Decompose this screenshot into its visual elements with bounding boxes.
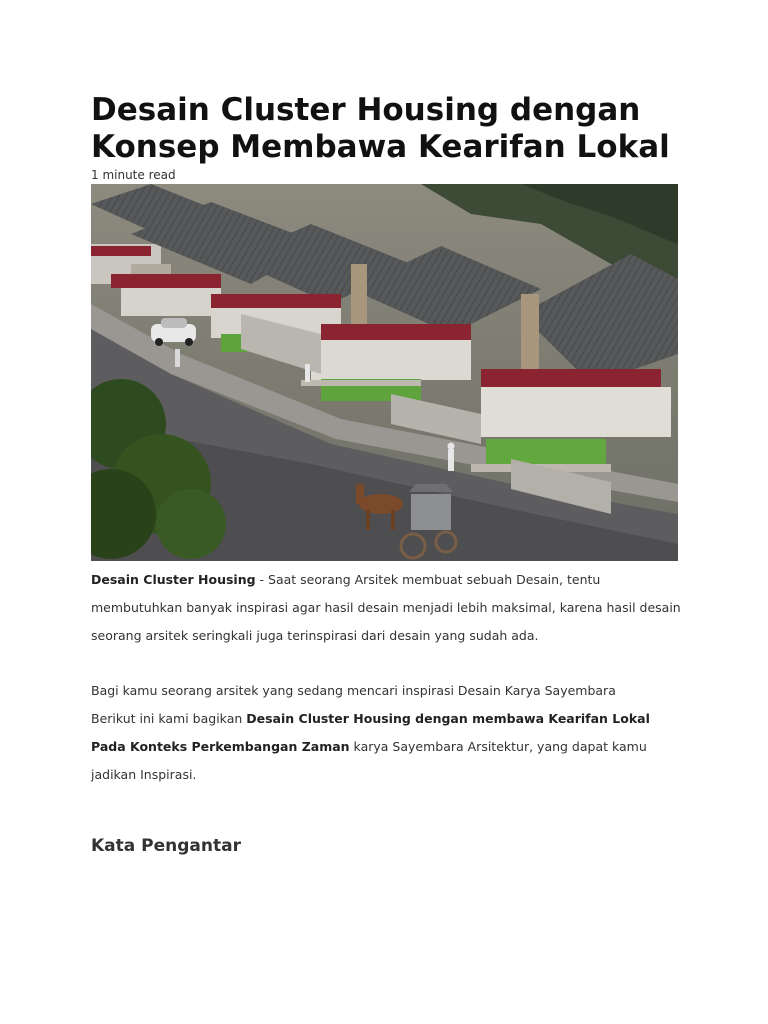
intro-bold: Desain Cluster Housing [91,572,256,587]
section-heading: Kata Pengantar [91,836,241,856]
second-lead: Berikut ini kami bagikan [91,711,247,726]
second-line1: Bagi kamu seorang arsitek yang sedang mencari inspirasi Desain Karya Sayembara [91,683,616,698]
article-title: Desain Cluster Housing dengan Konsep Membawa Kearifan Lokal [91,92,670,165]
second-paragraph [91,677,681,789]
hero-image [91,184,678,561]
intro-text: - Saat seorang Arsitek membuat sebuah Desain, tentu membutuhkan banyak inspirasi agar hasil desain menjadi lebih maksimal, karena hasil desain seorang arsitek seringkali juga terinspirasi dari desain yang sudah ada. [91,572,681,643]
second-bold: Desain Cluster Housing dengan membawa Kearifan Lokal Pada Konteks Perkembangan Zaman [91,711,650,754]
second-tail: karya Sayembara Arsitektur, yang dapat kamu jadikan Inspirasi. [91,739,647,782]
read-time: 1 minute read [91,168,176,182]
intro-paragraph [91,566,681,650]
